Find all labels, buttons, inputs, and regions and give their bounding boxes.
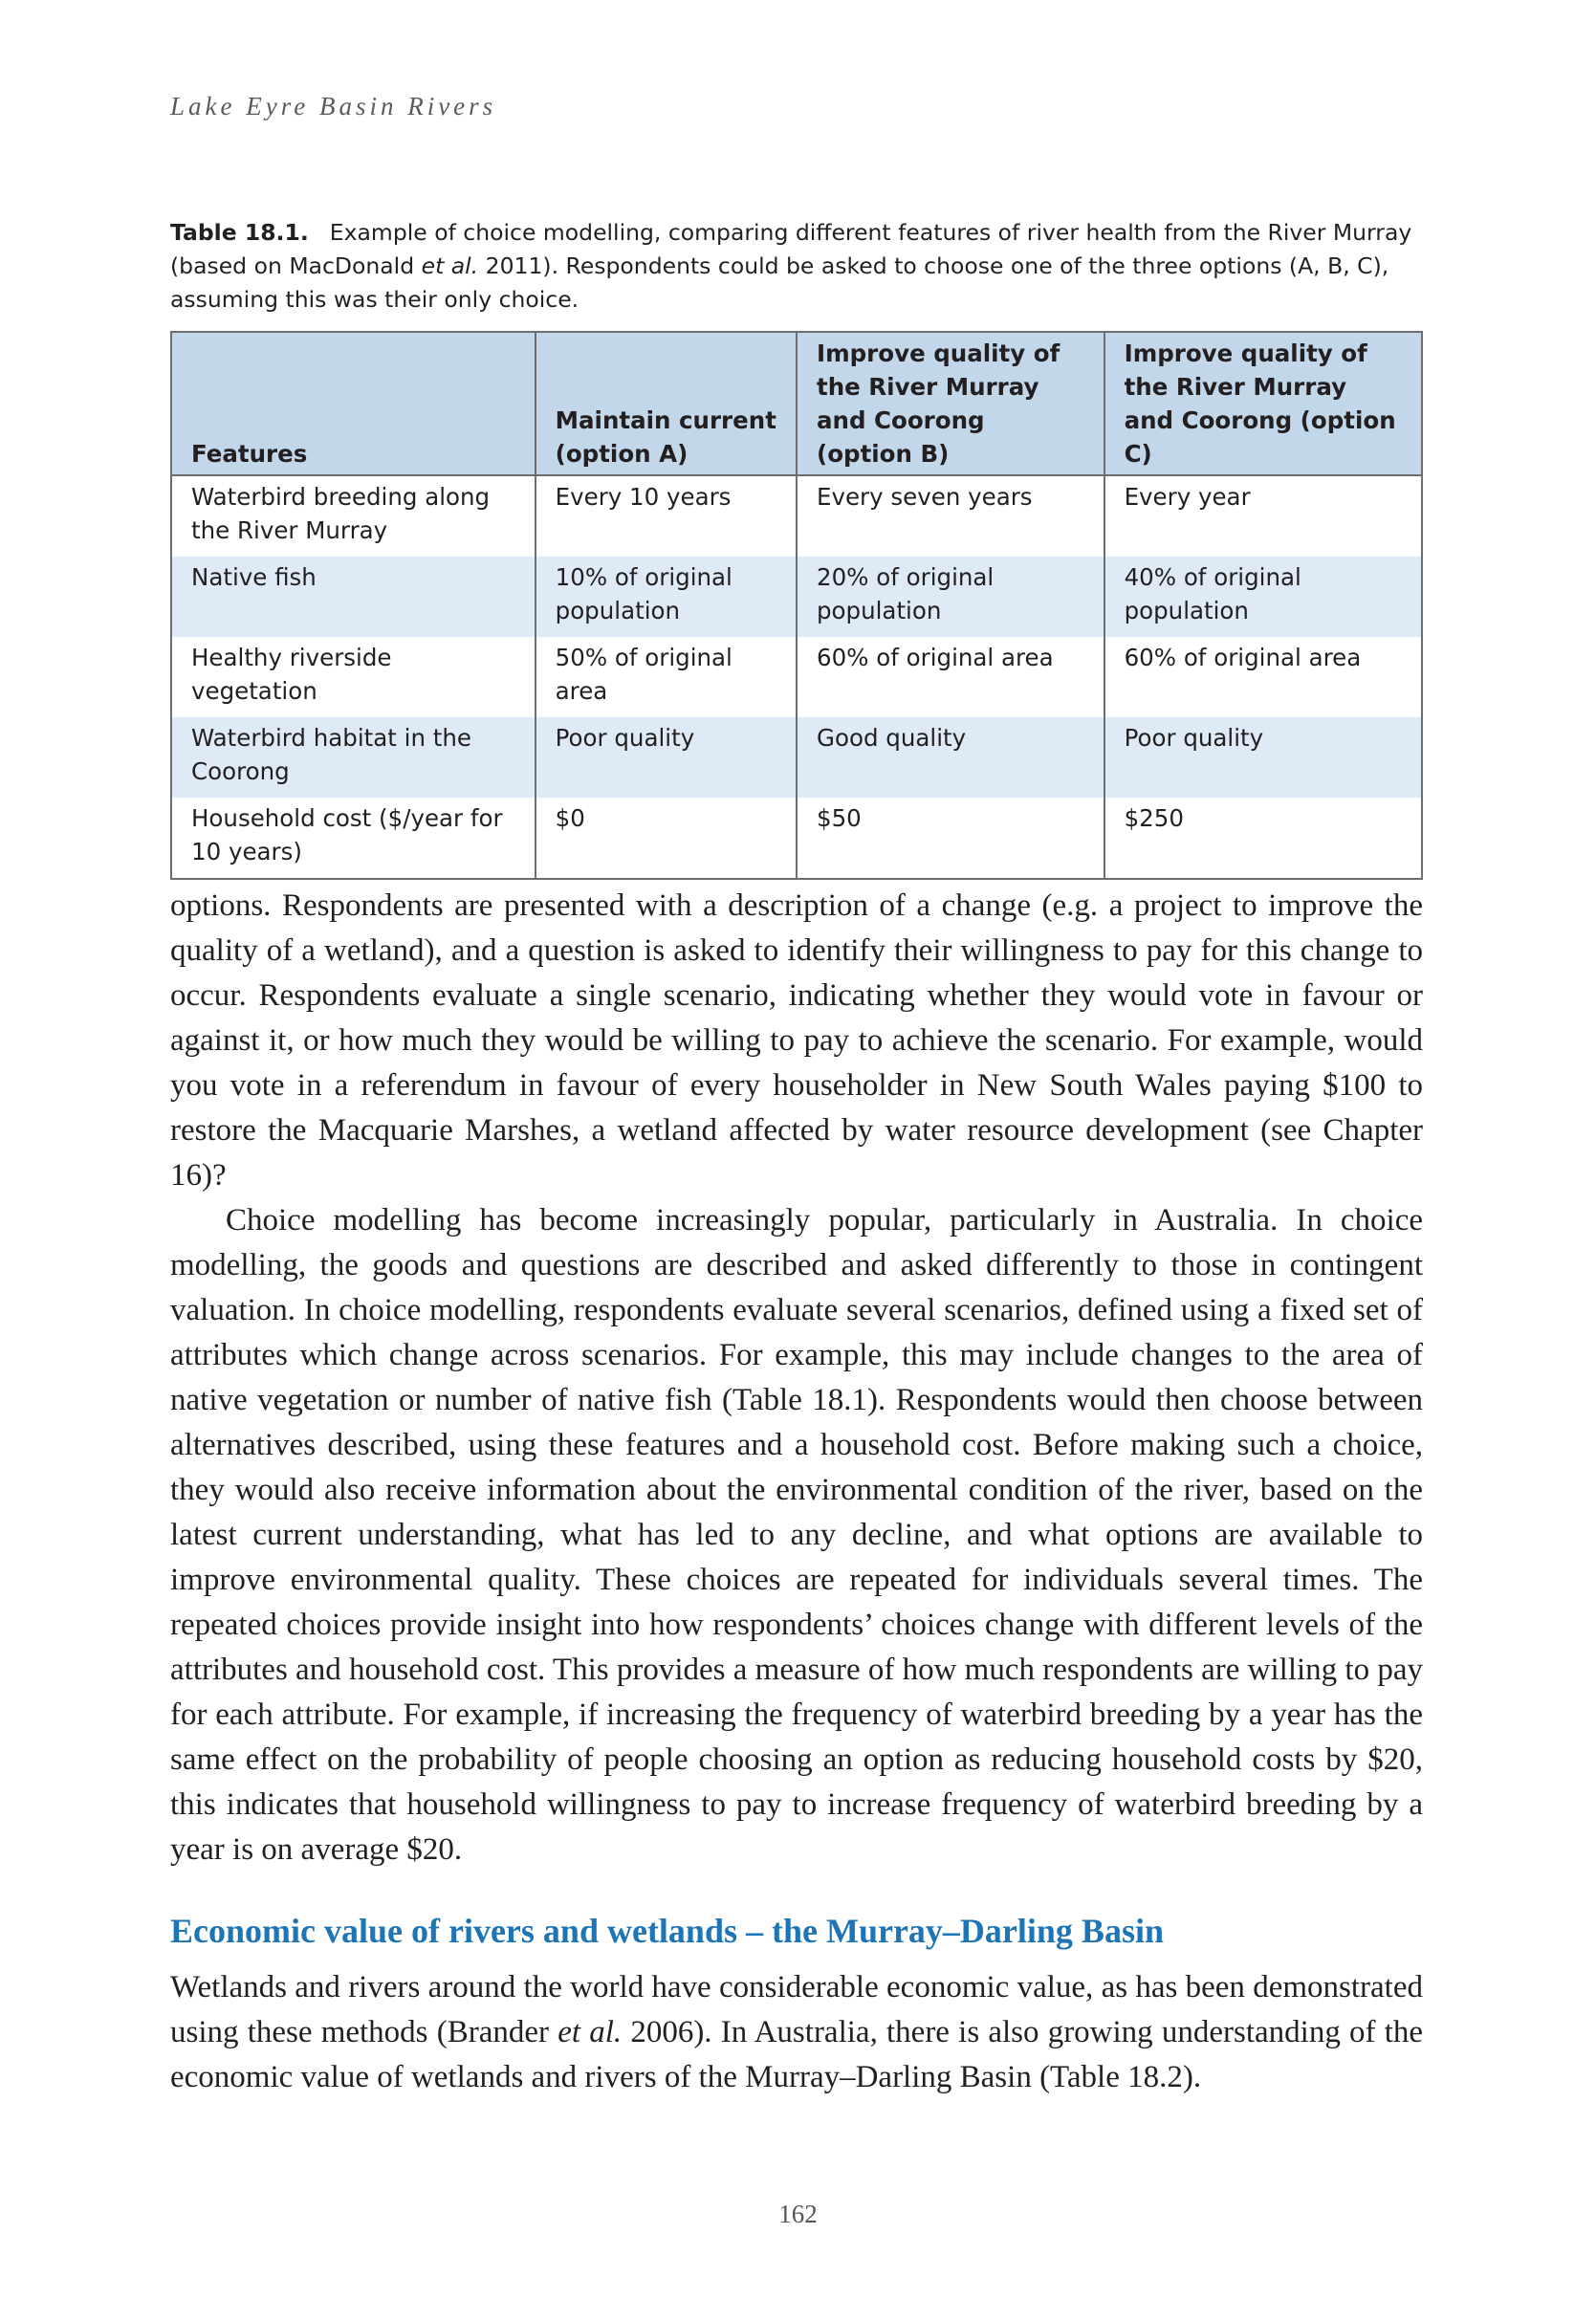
table-cell: $50 — [797, 798, 1104, 879]
table-cell: Good quality — [797, 717, 1104, 798]
table-header-row — [171, 332, 1422, 475]
table-row — [171, 557, 1422, 637]
table-header-cell: Improve quality of the River Murray and Coorong (option B) — [797, 332, 1104, 475]
table-cell: 10% of original population — [536, 557, 797, 637]
body-paragraph — [170, 1965, 1423, 2100]
table-cell: Household cost ($/year for 10 years) — [171, 798, 536, 879]
table-cell: Every year — [1104, 475, 1422, 557]
table-cell: 20% of original population — [797, 557, 1104, 637]
choice-modelling-table — [170, 331, 1423, 880]
table-cell: Poor quality — [536, 717, 797, 798]
body-text-et-al: et al. — [558, 2015, 623, 2049]
table-header-cell: Improve quality of the River Murray and Coorong (option C) — [1104, 332, 1422, 475]
table-caption — [170, 216, 1423, 317]
table-cell: Healthy riverside vegetation — [171, 637, 536, 717]
table-cell: Poor quality — [1104, 717, 1422, 798]
table-row — [171, 798, 1422, 879]
body-text-span: 2006). In Australia, there is also growing understanding of the economic value of wetlands and rivers of the Murray–Darling Basin (Table 18.2). — [170, 2015, 1424, 2094]
table-cell: Every seven years — [797, 475, 1104, 557]
table-cell: 60% of original area — [797, 637, 1104, 717]
table-cell: Waterbird habitat in the Coorong — [171, 717, 536, 798]
table-row — [171, 475, 1422, 557]
table-caption-et-al: et al. — [421, 252, 479, 279]
body-text-block — [170, 884, 1423, 1873]
page-number: 162 — [778, 2200, 818, 2228]
table-header-cell: Features — [171, 332, 536, 475]
table-cell: 60% of original area — [1104, 637, 1422, 717]
body-paragraph: options. Respondents are presented with a description of a change (e.g. a project to improve the quality of a wetland), and a question is asked to identify their willingness to pay for this change to occur. Respondents evaluate a single scenario, indicating whether they would vote in favour or against it, or how much they would be willing to pay to achieve the scenario. For example, would you vote in a referendum in favour of every householder in New South Wales paying $100 to restore the Macquarie Marshes, a wetland affected by water resource development (see Chapter 16)? — [170, 888, 1423, 1193]
table-cell: Waterbird breeding along the River Murray — [171, 475, 536, 557]
table-cell: 40% of original population — [1104, 557, 1422, 637]
section-heading: Economic value of rivers and wetlands – the Murray–Darling Basin — [170, 1912, 1164, 1950]
body-paragraph: Choice modelling has become increasingly popular, particularly in Australia. In choice modelling, the goods and questions are described and asked differently to those in contingent valuation. In choice modelling, respondents evaluate several scenarios, defined using a fixed set of attributes which change across scenarios. For example, this may include changes to the area of native vegetation or number of native fish (Table 18.1). Respondents would then choose between alternatives described, using these features and a household cost. Before making such a choice, they would also receive information about the environmental condition of the river, based on the latest current understanding, what has led to any decline, and what options are available to improve environmental quality. These choices are repeated for individuals several times. The repeated choices provide insight into how respondents’ choices change with different levels of the attributes and household cost. This provides a measure of how much respondents are willing to pay for each attribute. For example, if increasing the frequency of waterbird breeding by a year has the same effect on the probability of people choosing an option as reducing household costs by $20, this indicates that household willingness to pay to increase frequency of waterbird breeding by a year is on average $20. — [170, 1203, 1423, 1867]
running-head: Lake Eyre Basin Rivers — [170, 92, 497, 120]
table-cell: Every 10 years — [536, 475, 797, 557]
table-cell: $0 — [536, 798, 797, 879]
table-row — [171, 717, 1422, 798]
table-cell: $250 — [1104, 798, 1422, 879]
table-cell: 50% of original area — [536, 637, 797, 717]
table-row — [171, 637, 1422, 717]
table-caption-label: Table 18.1. — [170, 219, 309, 246]
body-text-span: Wetlands and rivers around the world have considerable economic value, as has been demonstrated using these methods (Brander — [170, 1970, 1423, 2049]
table-caption-text: Example of choice modelling, comparing different features of river health from the River Murray (based on MacDonald — [170, 219, 1412, 279]
body-text-block-2 — [170, 1965, 1423, 2100]
table-header-cell: Maintain current (option A) — [536, 332, 797, 475]
table-caption-text-end: 2011). Respondents could be asked to choose one of the three options (A, B, C), assuming this was their only choice. — [170, 252, 1389, 313]
table-cell: Native fish — [171, 557, 536, 637]
